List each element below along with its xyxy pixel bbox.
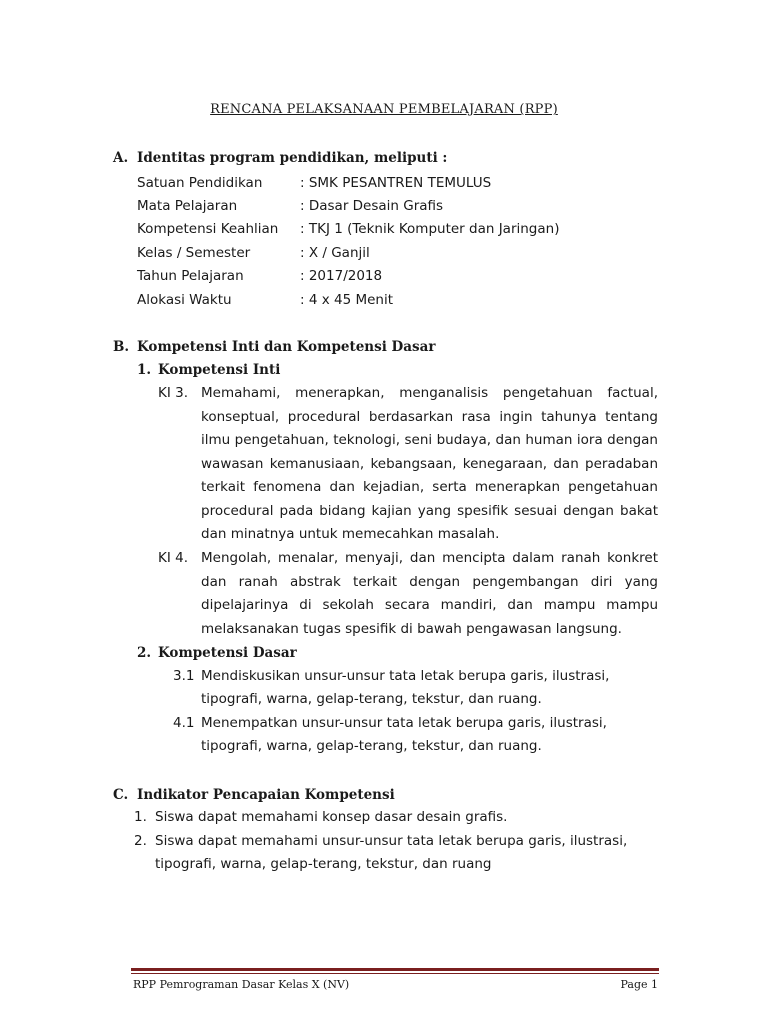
footer-rule <box>131 968 659 971</box>
identity-key: Mata Pelajaran <box>137 198 238 214</box>
kd-3-1-label: 3.1 <box>173 668 195 684</box>
identity-key: Kompetensi Keahlian <box>137 221 279 237</box>
ki3-label: KI 3. <box>158 385 189 401</box>
indicator-number: 1. <box>134 809 147 825</box>
indicator-text-line1: Siswa dapat memahami unsur-unsur tata letak berupa garis, ilustrasi, <box>155 833 628 849</box>
indicator-text: Siswa dapat memahami konsep dasar desain grafis. <box>155 809 508 825</box>
identity-key: Tahun Pelajaran <box>137 268 244 284</box>
document-title: RENCANA PELAKSANAAN PEMBELAJARAN (RPP) <box>210 102 558 117</box>
kd-3-1-line2: tipografi, warna, gelap-terang, tekstur, dan ruang. <box>201 691 542 707</box>
identity-value: : TKJ 1 (Teknik Komputer dan Jaringan) <box>300 221 560 237</box>
indicator-number: 2. <box>134 833 147 849</box>
kd-number: 2. <box>137 645 152 661</box>
kd-heading: Kompetensi Dasar <box>158 645 297 661</box>
footer-page-number: Page 1 <box>620 978 658 991</box>
footer-doc-title: RPP Pemrograman Dasar Kelas X (NV) <box>133 978 350 991</box>
identity-value: : Dasar Desain Grafis <box>300 198 444 214</box>
ki3-text: Memahami, menerapkan, menganalisis pengetahuan factual, konseptual, procedural berdasarkan rasa ingin tahunya tentang ilmu pengetahuan, teknologi, seni budaya, dan human iora dengan wawasan kemanusiaan, kebangsaan, kenegaraan, dan peradaban terkait fenomena dan kejadian, serta menerapkan pengetahuan procedural pada bidang kajian yang spesifik sesuai dengan bakat dan minatnya untuk memecahkan masalah. <box>201 385 658 542</box>
identity-value: : SMK PESANTREN TEMULUS <box>300 175 492 191</box>
kd-4-1-line1: Menempatkan unsur-unsur tata letak berupa garis, ilustrasi, <box>201 715 607 731</box>
kd-4-1-line2: tipografi, warna, gelap-terang, tekstur, dan ruang. <box>201 738 542 754</box>
section-b-heading: Kompetensi Inti dan Kompetensi Dasar <box>137 339 436 355</box>
kd-4-1-label: 4.1 <box>173 715 195 731</box>
kd-3-1-line1: Mendiskusikan unsur-unsur tata letak berupa garis, ilustrasi, <box>201 668 610 684</box>
identity-value: : 2017/2018 <box>300 268 383 284</box>
section-c-heading: Indikator Pencapaian Kompetensi <box>137 787 395 803</box>
section-a-heading: Identitas program pendidikan, meliputi : <box>137 150 448 166</box>
indicator-text-line2: tipografi, warna, gelap-terang, tekstur, dan ruang <box>155 856 492 872</box>
ki-heading: Kompetensi Inti <box>158 362 281 378</box>
identity-key: Kelas / Semester <box>137 245 251 261</box>
identity-value: : 4 x 45 Menit <box>300 292 394 308</box>
identity-value: : X / Ganjil <box>300 245 370 261</box>
footer-rule-thin <box>131 973 659 974</box>
ki4-label: KI 4. <box>158 550 189 566</box>
identity-key: Satuan Pendidikan <box>137 175 263 191</box>
identity-key: Alokasi Waktu <box>137 292 232 308</box>
ki4-text: Mengolah, menalar, menyaji, dan mencipta dalam ranah konkret dan ranah abstrak terkait dengan pengembangan diri yang dipelajarinya di sekolah secara mandiri, dan mampu mampu melaksanakan tugas spesifik di bawah pengawasan langsung. <box>201 550 658 637</box>
section-b-label: B. <box>113 339 130 355</box>
section-c-label: C. <box>113 787 129 803</box>
ki-number: 1. <box>137 362 152 378</box>
section-a-label: A. <box>113 150 129 166</box>
